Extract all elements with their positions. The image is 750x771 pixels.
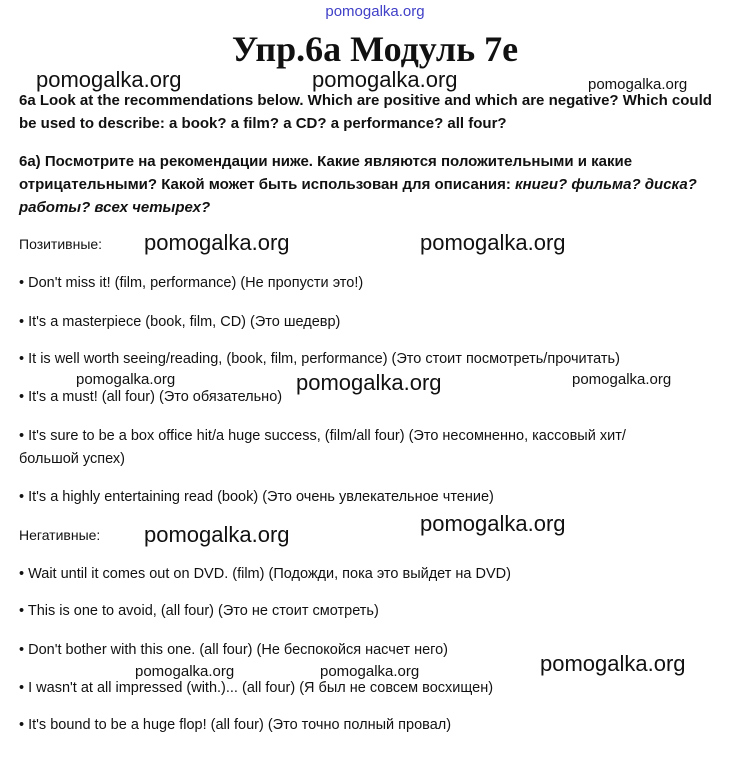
watermark: pomogalka.org <box>420 511 566 536</box>
top-site-link[interactable]: pomogalka.org <box>325 3 425 20</box>
negative-item: • It's bound to be a huge flop! (all four) (Это точно полный провал) <box>19 717 452 733</box>
watermark: pomogalka.org <box>420 230 566 255</box>
watermark: pomogalka.org <box>312 67 458 92</box>
watermark: pomogalka.org <box>144 230 290 255</box>
negative-label: Негативные: <box>19 527 101 543</box>
watermark: pomogalka.org <box>144 522 290 547</box>
positive-item: • It's sure to be a box office hit/a huge success, (film/all four) (Это несомненно, кассовый хит/большой успех) <box>19 428 626 467</box>
exercise-instruction-english: 6a Look at the recommendations below. Which are positive and which are negative? Which could be used to describe: a book? a film? a CD? a performance? all four? <box>19 92 712 132</box>
positive-item: • It's a must! (all four) (Это обязательно) <box>19 389 283 405</box>
watermark: pomogalka.org <box>135 663 235 680</box>
watermark: pomogalka.org <box>540 651 686 676</box>
watermark: pomogalka.org <box>320 663 420 680</box>
negative-item: • Don't bother with this one. (all four) (Не беспокойся насчет него) <box>19 642 449 658</box>
negative-item: • This is one to avoid, (all four) (Это не стоит смотреть) <box>19 603 379 619</box>
watermark: pomogalka.org <box>296 370 442 395</box>
negative-item: • Wait until it comes out on DVD. (film) (Подожди, пока это выйдет на DVD) <box>19 566 511 582</box>
watermark: pomogalka.org <box>588 76 688 93</box>
watermark: pomogalka.org <box>36 67 182 92</box>
watermark: pomogalka.org <box>572 371 672 388</box>
positive-item: • Don't miss it! (film, performance) (Не пропусти это!) <box>19 275 364 291</box>
watermark: pomogalka.org <box>76 371 176 388</box>
instruction-russian-italic: книги? фильма? диска? работы? всех четырех? <box>19 176 697 216</box>
exercise-instruction-russian <box>19 150 719 219</box>
positive-label: Позитивные: <box>19 236 103 252</box>
positive-item: • It's a highly entertaining read (book) (Это очень увлекательное чтение) <box>19 489 494 505</box>
instruction-russian-main: 6а) Посмотрите на рекомендации ниже. Какие являются положительными и какие отрицательными? Какой может быть использован для описания: <box>19 153 633 193</box>
positive-item: • It's a masterpiece (book, film, CD) (Это шедевр) <box>19 314 341 330</box>
negative-item: • I wasn't at all impressed (with.)... (all four) (Я был не совсем восхищен) <box>19 680 494 696</box>
positive-item: • It is well worth seeing/reading, (book, film, performance) (Это стоит посмотреть/прочитать) <box>19 351 620 367</box>
page-title: Упр.6а Модуль 7е <box>231 29 519 69</box>
